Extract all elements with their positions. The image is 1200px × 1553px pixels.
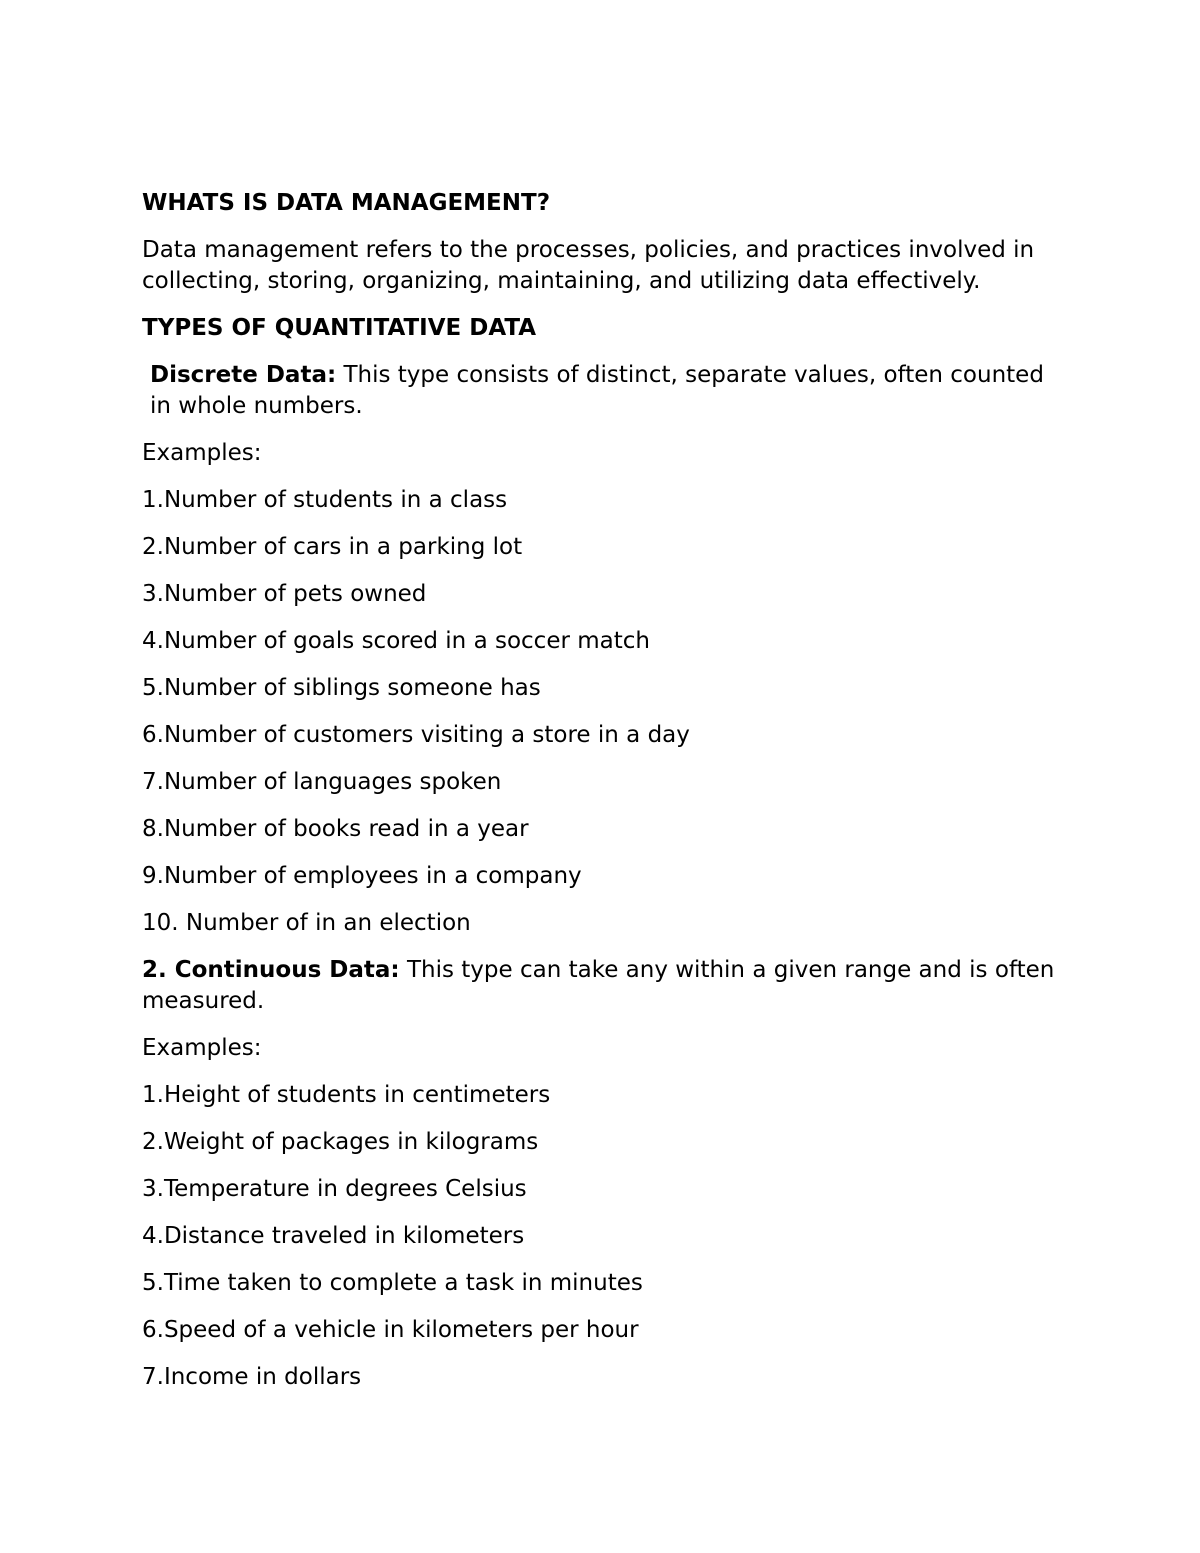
discrete-example-item: 10. Number of in an election <box>142 910 471 936</box>
discrete-definition <box>142 360 1072 422</box>
intro-paragraph: Data management refers to the processes, policies, and practices involved in collecting, storing, organizing, maintaining, and utilizing data effectively. <box>142 237 1035 294</box>
continuous-description: This type can take any within a given range and is often measured. <box>142 957 1055 1014</box>
discrete-example-item: 7.Number of languages spoken <box>142 769 502 795</box>
continuous-example-item: 4.Distance traveled in kilometers <box>142 1223 525 1249</box>
continuous-example-item: 7.Income in dollars <box>142 1364 362 1390</box>
continuous-example-item: 3.Temperature in degrees Celsius <box>142 1176 527 1202</box>
discrete-description: This type consists of distinct, separate values, often counted in whole numbers. <box>150 362 1044 419</box>
continuous-example-item: 2.Weight of packages in kilograms <box>142 1129 539 1155</box>
continuous-examples-label: Examples: <box>142 1035 262 1061</box>
continuous-example-item: 5.Time taken to complete a task in minutes <box>142 1270 643 1296</box>
continuous-term: 2. Continuous Data: <box>142 957 400 983</box>
discrete-example-item: 2.Number of cars in a parking lot <box>142 534 523 560</box>
discrete-example-item: 9.Number of employees in a company <box>142 863 582 889</box>
continuous-definition <box>142 955 1072 1017</box>
discrete-example-item: 5.Number of siblings someone has <box>142 675 541 701</box>
discrete-example-item: 6.Number of customers visiting a store in a day <box>142 722 690 748</box>
discrete-example-item: 3.Number of pets owned <box>142 581 427 607</box>
continuous-example-item: 1.Height of students in centimeters <box>142 1082 551 1108</box>
section-heading: TYPES OF QUANTITATIVE DATA <box>142 315 537 341</box>
document-body <box>142 188 1072 1409</box>
discrete-example-item: 4.Number of goals scored in a soccer match <box>142 628 650 654</box>
discrete-term: Discrete Data: <box>150 362 337 388</box>
continuous-example-item: 6.Speed of a vehicle in kilometers per hour <box>142 1317 639 1343</box>
discrete-examples-label: Examples: <box>142 440 262 466</box>
document-title: WHATS IS DATA MANAGEMENT? <box>142 190 551 216</box>
discrete-example-item: 1.Number of students in a class <box>142 487 508 513</box>
discrete-example-item: 8.Number of books read in a year <box>142 816 529 842</box>
